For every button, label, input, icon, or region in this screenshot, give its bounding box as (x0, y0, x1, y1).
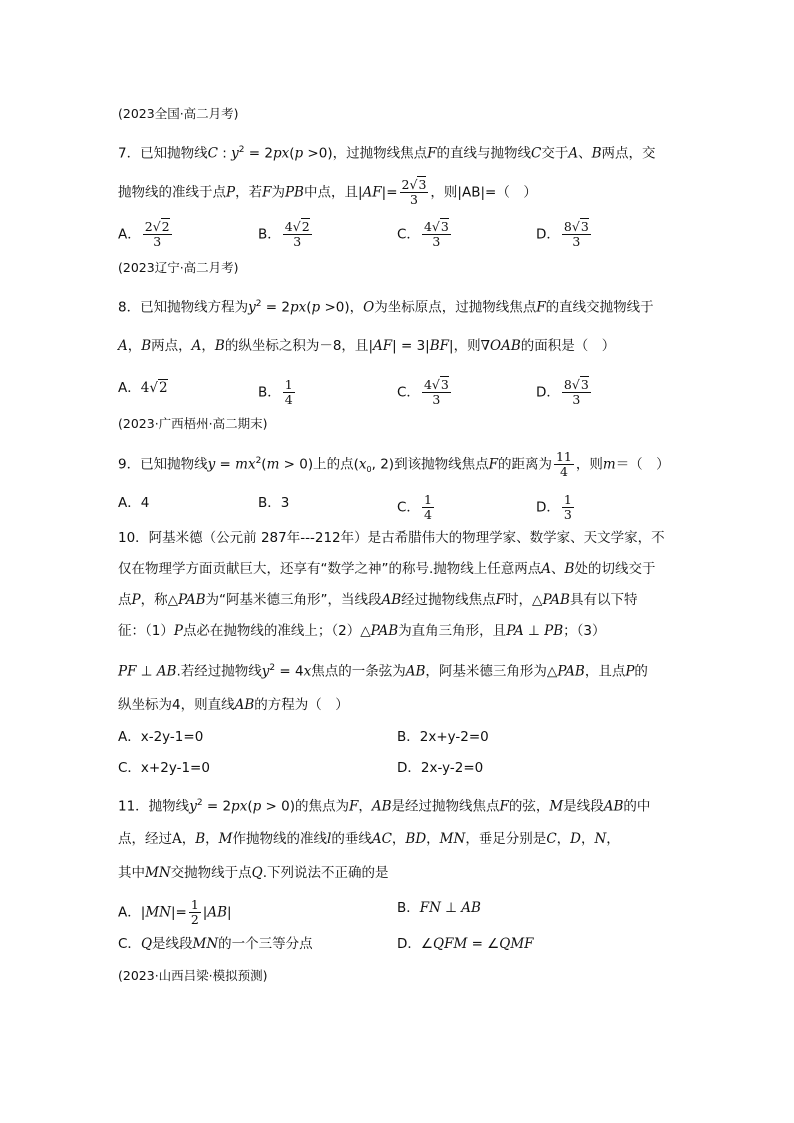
question-10-line-2: 仅在物理学方面贡献巨大，还享有“数学之神”的称号.抛物线上任意两点A、B处的切线交于 (118, 561, 656, 577)
question-10-line-3: 点P，称△PAB为“阿基米德三角形”，当线段AB经过抛物线焦点F时，△PAB具有以下特 (118, 592, 638, 608)
option-c[interactable]: C． $\frac{4√3}{3}$ (397, 377, 449, 407)
option-b[interactable]: B．3 (258, 495, 290, 511)
option-a[interactable]: A． $\frac{2√2}{3}$ (118, 219, 170, 249)
source-tag: (2023辽宁·高二月考) (118, 260, 239, 275)
option-b[interactable]: B． $\frac{4√2}{3}$ (258, 219, 310, 249)
option-c[interactable]: C． $\frac{4√3}{3}$ (397, 219, 449, 249)
option-c[interactable]: C． $\frac{1}{4}$ (397, 492, 432, 522)
option-a[interactable]: A．x-2y-1=0 (118, 729, 204, 745)
option-b[interactable]: B．2x+y-2=0 (397, 729, 489, 745)
option-d[interactable]: D．∠QFM = ∠QMF (397, 936, 534, 952)
question-8-line-2: A，B两点，A，B的纵坐标之积为－8，且|AF| = 3|BF|，则∇OAB的面积是（ ） (118, 338, 616, 354)
question-11-line-2: 点，经过A，B，M作抛物线的准线l的垂线AC，BD，MN，垂足分别是C，D，N， (118, 831, 620, 847)
source-tag: (2023·广西梧州·高二期末) (118, 416, 268, 431)
question-10-line-5: PF ⊥ AB.若经过抛物线$y^2 = 4x$焦点的一条弦为AB，阿基米德三角形为△PAB，且点P的 (118, 663, 648, 680)
question-10-line-4: 征：（1）P点必在抛物线的准线上；（2）△PAB为直角三角形，且PA ⊥ PB；（3） (118, 623, 606, 639)
question-7-line-1: 7．已知抛物线C : $y^2 = 2px(p >0)$，过抛物线焦点F的直线与抛物线C交于A、B两点，交 (118, 145, 656, 162)
question-11-line-1: 11．抛物线$y^2 = 2px(p > 0)$的焦点为F，AB是经过抛物线焦点F的弦，M是线段AB的中 (118, 798, 651, 815)
source-tag: (2023·山西吕梁·模拟预测) (118, 968, 268, 983)
option-d[interactable]: D． $\frac{8√3}{3}$ (536, 219, 589, 249)
question-9-line-1: 9．已知抛物线$y = mx^2(m > 0)$上的点($x_0$, 2)到该抛物线焦点F的距离为 $\frac{11}{4}$ ，则m＝（ ） (118, 449, 670, 479)
option-b[interactable]: B． $\frac{1}{4}$ (258, 377, 293, 407)
question-8-line-1: 8．已知抛物线方程为$y^2 = 2px(p >0)$，O为坐标原点，过抛物线焦点F的直线交抛物线于 (118, 299, 654, 316)
option-a[interactable]: A．4√2 (118, 380, 168, 396)
option-c[interactable]: C．Q是线段MN的一个三等分点 (118, 936, 313, 952)
option-b[interactable]: B．FN ⊥ AB (397, 900, 481, 916)
source-tag: (2023全国·高二月考) (118, 106, 239, 121)
question-10-line-6: 纵坐标为4，则直线AB的方程为（ ） (118, 697, 349, 713)
option-a[interactable]: A．|MN|= $\frac{1}{2}$ |AB| (118, 897, 232, 927)
question-number: 8． (118, 299, 141, 316)
question-10-line-1: 10．阿基米德（公元前 287年---212年）是古希腊伟大的物理学家、数学家、天文学家，不 (118, 530, 665, 546)
question-number: 9． (118, 456, 141, 473)
option-c[interactable]: C．x+2y-1=0 (118, 760, 210, 776)
question-7-line-2: 抛物线的准线于点P，若F为PB中点，且|AF|= $\frac{2√3}{3}$ ，则|AB|=（ ） (118, 177, 537, 207)
option-d[interactable]: D．2x-y-2=0 (397, 760, 484, 776)
question-11-line-3: 其中MN交抛物线于点Q.下列说法不正确的是 (118, 865, 389, 881)
option-d[interactable]: D． $\frac{1}{3}$ (536, 492, 572, 522)
option-d[interactable]: D． $\frac{8√3}{3}$ (536, 377, 589, 407)
option-a[interactable]: A．4 (118, 495, 150, 511)
question-number: 7． (118, 145, 141, 162)
